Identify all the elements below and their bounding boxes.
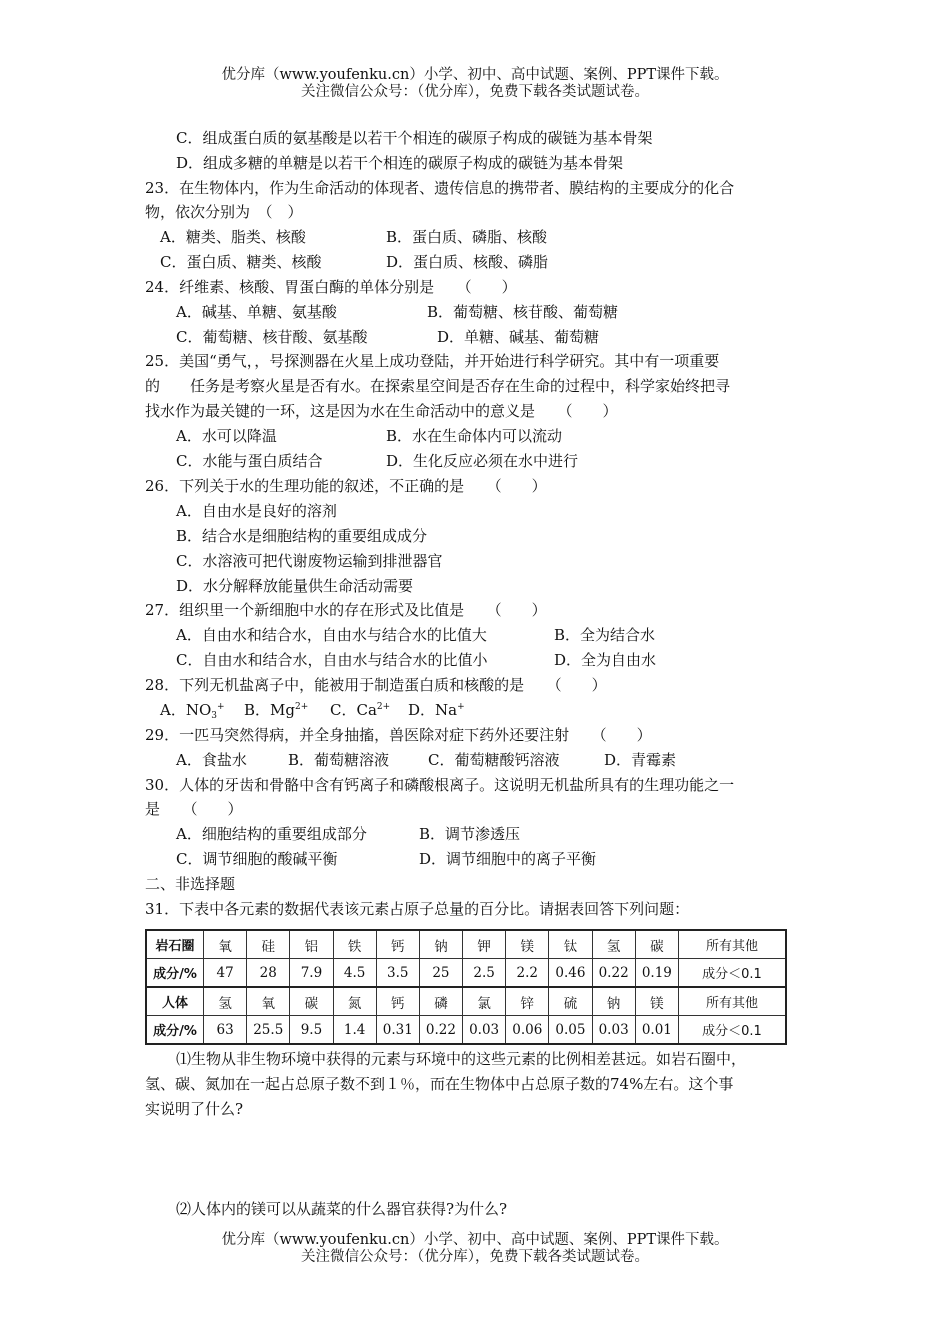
crust-element: 铝	[290, 930, 333, 959]
q31-part1-line1: ⑴生物从非生物环境中获得的元素与环境中的这些元素的比例相差甚远。如岩石圈中，	[176, 1050, 747, 1068]
body-element: 氮	[333, 987, 376, 1016]
q28-option-c-sup: 2+	[376, 702, 391, 712]
q28-option-a-label: A．NO	[160, 701, 212, 719]
crust-value: 4.5	[333, 959, 376, 988]
crust-row-unit: 成分/%	[146, 959, 204, 988]
crust-element: 钾	[463, 930, 506, 959]
q27-option-d: D．全为自由水	[554, 651, 657, 669]
q29-option-c: C．葡萄糖酸钙溶液	[428, 751, 560, 769]
page-footer	[0, 1232, 950, 1266]
q24-option-c: C．葡萄糖、核苷酸、氨基酸	[176, 328, 368, 346]
crust-other-value: 成分＜0.1	[679, 959, 787, 988]
q27-option-a: A．自由水和结合水，自由水与结合水的比值大	[176, 626, 487, 644]
crust-row-label: 岩石圈	[146, 930, 204, 959]
body-other-value: 成分＜0.1	[679, 1016, 787, 1045]
body-row-label: 人体	[146, 987, 204, 1016]
crust-value: 0.19	[635, 959, 678, 988]
q30-option-a: A．细胞结构的重要组成部分	[176, 825, 367, 843]
body-element: 氢	[204, 987, 247, 1016]
q31-part2: ⑵人体内的镁可以从蔬菜的什么器官获得?为什么?	[176, 1200, 508, 1218]
q24-stem: 24．纤维素、核酸、胃蛋白酶的单体分别是 （ ）	[145, 278, 517, 296]
q23-option-b: B．蛋白质、磷脂、核酸	[386, 228, 548, 246]
q31-part1-line2: 氢、碳、氮加在一起占总原子数不到１％，而在生物体中占总原子数的74%左右。这个事	[145, 1075, 734, 1093]
crust-element: 碳	[635, 930, 678, 959]
body-element: 氧	[247, 987, 290, 1016]
crust-element: 氧	[204, 930, 247, 959]
element-composition-table	[145, 929, 787, 1045]
footer-line-1: 优分库（www.youfenku.cn）小学、初中、高中试题、案例、PPT课件下载。	[221, 1232, 729, 1248]
body-other-label: 所有其他	[679, 987, 787, 1016]
q26-option-d: D．水分解释放能量供生命活动需要	[176, 577, 414, 595]
q31-stem: 31．下表中各元素的数据代表该元素占原子总量的百分比。请据表回答下列问题：	[145, 900, 690, 918]
body-element: 镁	[635, 987, 678, 1016]
body-value: 0.03	[463, 1016, 506, 1045]
q25-stem-line3: 找水作为最关键的一环，这是因为水在生命活动中的意义是 （ ）	[145, 402, 618, 420]
crust-element: 铁	[333, 930, 376, 959]
q30-stem-line1: 30．人体的牙齿和骨骼中含有钙离子和磷酸根离子。这说明无机盐所具有的生理功能之一	[145, 776, 735, 794]
q28-option-a	[160, 700, 225, 720]
body-element: 钠	[592, 987, 635, 1016]
crust-value: 47	[204, 959, 247, 988]
q26-option-b: B．结合水是细胞结构的重要组成成分	[176, 527, 428, 545]
q30-option-b: B．调节渗透压	[419, 825, 521, 843]
q28-option-b-label: B．Mg	[244, 701, 295, 719]
crust-value: 28	[247, 959, 290, 988]
page-header	[0, 67, 950, 101]
q28-option-d	[408, 700, 465, 720]
q25-option-d: D．生化反应必须在水中进行	[386, 452, 579, 470]
body-element: 氯	[463, 987, 506, 1016]
crust-value: 0.22	[592, 959, 635, 988]
q25-stem-line2: 的 任务是考察火星是否有水。在探索星空间是否存在生命的过程中，科学家始终把寻	[145, 377, 731, 395]
q24-option-b: B．葡萄糖、核苷酸、葡萄糖	[427, 303, 619, 321]
q30-option-c: C．调节细胞的酸碱平衡	[176, 850, 338, 868]
body-value: 0.01	[635, 1016, 678, 1045]
crust-element: 钛	[549, 930, 592, 959]
q29-option-b: B．葡萄糖溶液	[288, 751, 390, 769]
q23-option-d: D．蛋白质、核酸、磷脂	[386, 253, 549, 271]
crust-element: 镁	[506, 930, 549, 959]
body-value: 0.05	[549, 1016, 592, 1045]
body-element: 钙	[376, 987, 419, 1016]
q23-stem-line2: 物，依次分别为 （ ）	[145, 203, 303, 221]
q27-option-b: B．全为结合水	[554, 626, 656, 644]
q28-option-a-sub: 3	[211, 711, 217, 721]
q28-option-b-sup: 2+	[294, 702, 309, 712]
q25-option-b: B．水在生命体内可以流动	[386, 427, 563, 445]
crust-value: 2.5	[463, 959, 506, 988]
body-element: 硫	[549, 987, 592, 1016]
q27-stem: 27．组织里一个新细胞中水的存在形式及比值是 （ ）	[145, 601, 547, 619]
crust-value-row	[146, 959, 786, 988]
q26-stem: 26．下列关于水的生理功能的叙述，不正确的是 （ ）	[145, 477, 547, 495]
q23-option-c: C．蛋白质、糖类、核酸	[160, 253, 322, 271]
body-value: 1.4	[333, 1016, 376, 1045]
q23-option-a: A．糖类、脂类、核酸	[160, 228, 306, 246]
body-value: 0.06	[506, 1016, 549, 1045]
q24-option-a: A．碱基、单糖、氨基酸	[176, 303, 337, 321]
body-element: 磷	[419, 987, 462, 1016]
section-title-nonchoice: 二、非选择题	[145, 875, 236, 893]
body-row-unit: 成分/%	[146, 1016, 204, 1045]
q27-option-c: C．自由水和结合水，自由水与结合水的比值小	[176, 651, 488, 669]
q22-option-d: D．组成多糖的单糖是以若干个相连的碳原子构成的碳链为基本骨架	[176, 154, 624, 172]
body-value: 63	[204, 1016, 247, 1045]
q23-stem-line1: 23．在生物体内，作为生命活动的体现者、遗传信息的携带者、膜结构的主要成分的化合	[145, 179, 735, 197]
crust-value: 7.9	[290, 959, 333, 988]
crust-value: 0.46	[549, 959, 592, 988]
header-line-1: 优分库（www.youfenku.cn）小学、初中、高中试题、案例、PPT课件下载。	[221, 67, 729, 83]
q28-option-a-sup: +	[217, 702, 225, 712]
body-element: 碳	[290, 987, 333, 1016]
crust-element: 钠	[419, 930, 462, 959]
q28-option-d-sup: +	[457, 702, 465, 712]
crust-element-row	[146, 930, 786, 959]
q30-option-d: D．调节细胞中的离子平衡	[419, 850, 597, 868]
q31-part1-line3: 实说明了什么?	[145, 1100, 244, 1118]
q26-option-c: C．水溶液可把代谢废物运输到排泄器官	[176, 552, 443, 570]
crust-value: 25	[419, 959, 462, 988]
body-value: 0.31	[376, 1016, 419, 1045]
crust-element: 硅	[247, 930, 290, 959]
q28-option-d-label: D．Na	[408, 701, 458, 719]
q25-option-a: A．水可以降温	[176, 427, 277, 445]
q28-option-c	[330, 700, 390, 720]
crust-value: 2.2	[506, 959, 549, 988]
q30-stem-line2: 是 （ ）	[145, 800, 243, 818]
q24-option-d: D．单糖、碱基、葡萄糖	[437, 328, 600, 346]
q26-option-a: A．自由水是良好的溶剂	[176, 502, 337, 520]
body-element-row	[146, 987, 786, 1016]
crust-element: 钙	[376, 930, 419, 959]
q29-stem: 29．一匹马突然得病，并全身抽搐，兽医除对症下药外还要注射 （ ）	[145, 726, 652, 744]
q29-option-d: D．青霉素	[604, 751, 677, 769]
body-value: 25.5	[247, 1016, 290, 1045]
q28-option-c-label: C．Ca	[330, 701, 377, 719]
q29-option-a: A．食盐水	[176, 751, 247, 769]
q25-option-c: C．水能与蛋白质结合	[176, 452, 323, 470]
body-value-row	[146, 1016, 786, 1045]
q28-option-b	[244, 700, 308, 720]
crust-value: 3.5	[376, 959, 419, 988]
body-value: 0.03	[592, 1016, 635, 1045]
q28-stem: 28．下列无机盐离子中，能被用于制造蛋白质和核酸的是 （ ）	[145, 676, 607, 694]
body-value: 9.5	[290, 1016, 333, 1045]
q25-stem-line1: 25．美国“勇气，，号探测器在火星上成功登陆，并开始进行科学研究。其中有一项重要	[145, 352, 720, 370]
crust-element: 氢	[592, 930, 635, 959]
footer-line-2: 关注微信公众号：（优分库），免费下载各类试题试卷。	[301, 1249, 649, 1265]
q22-option-c: C．组成蛋白质的氨基酸是以若干个相连的碳原子构成的碳链为基本骨架	[176, 129, 653, 147]
header-line-2: 关注微信公众号：（优分库），免费下载各类试题试卷。	[301, 84, 649, 100]
body-value: 0.22	[419, 1016, 462, 1045]
crust-other-label: 所有其他	[679, 930, 787, 959]
body-element: 锌	[506, 987, 549, 1016]
